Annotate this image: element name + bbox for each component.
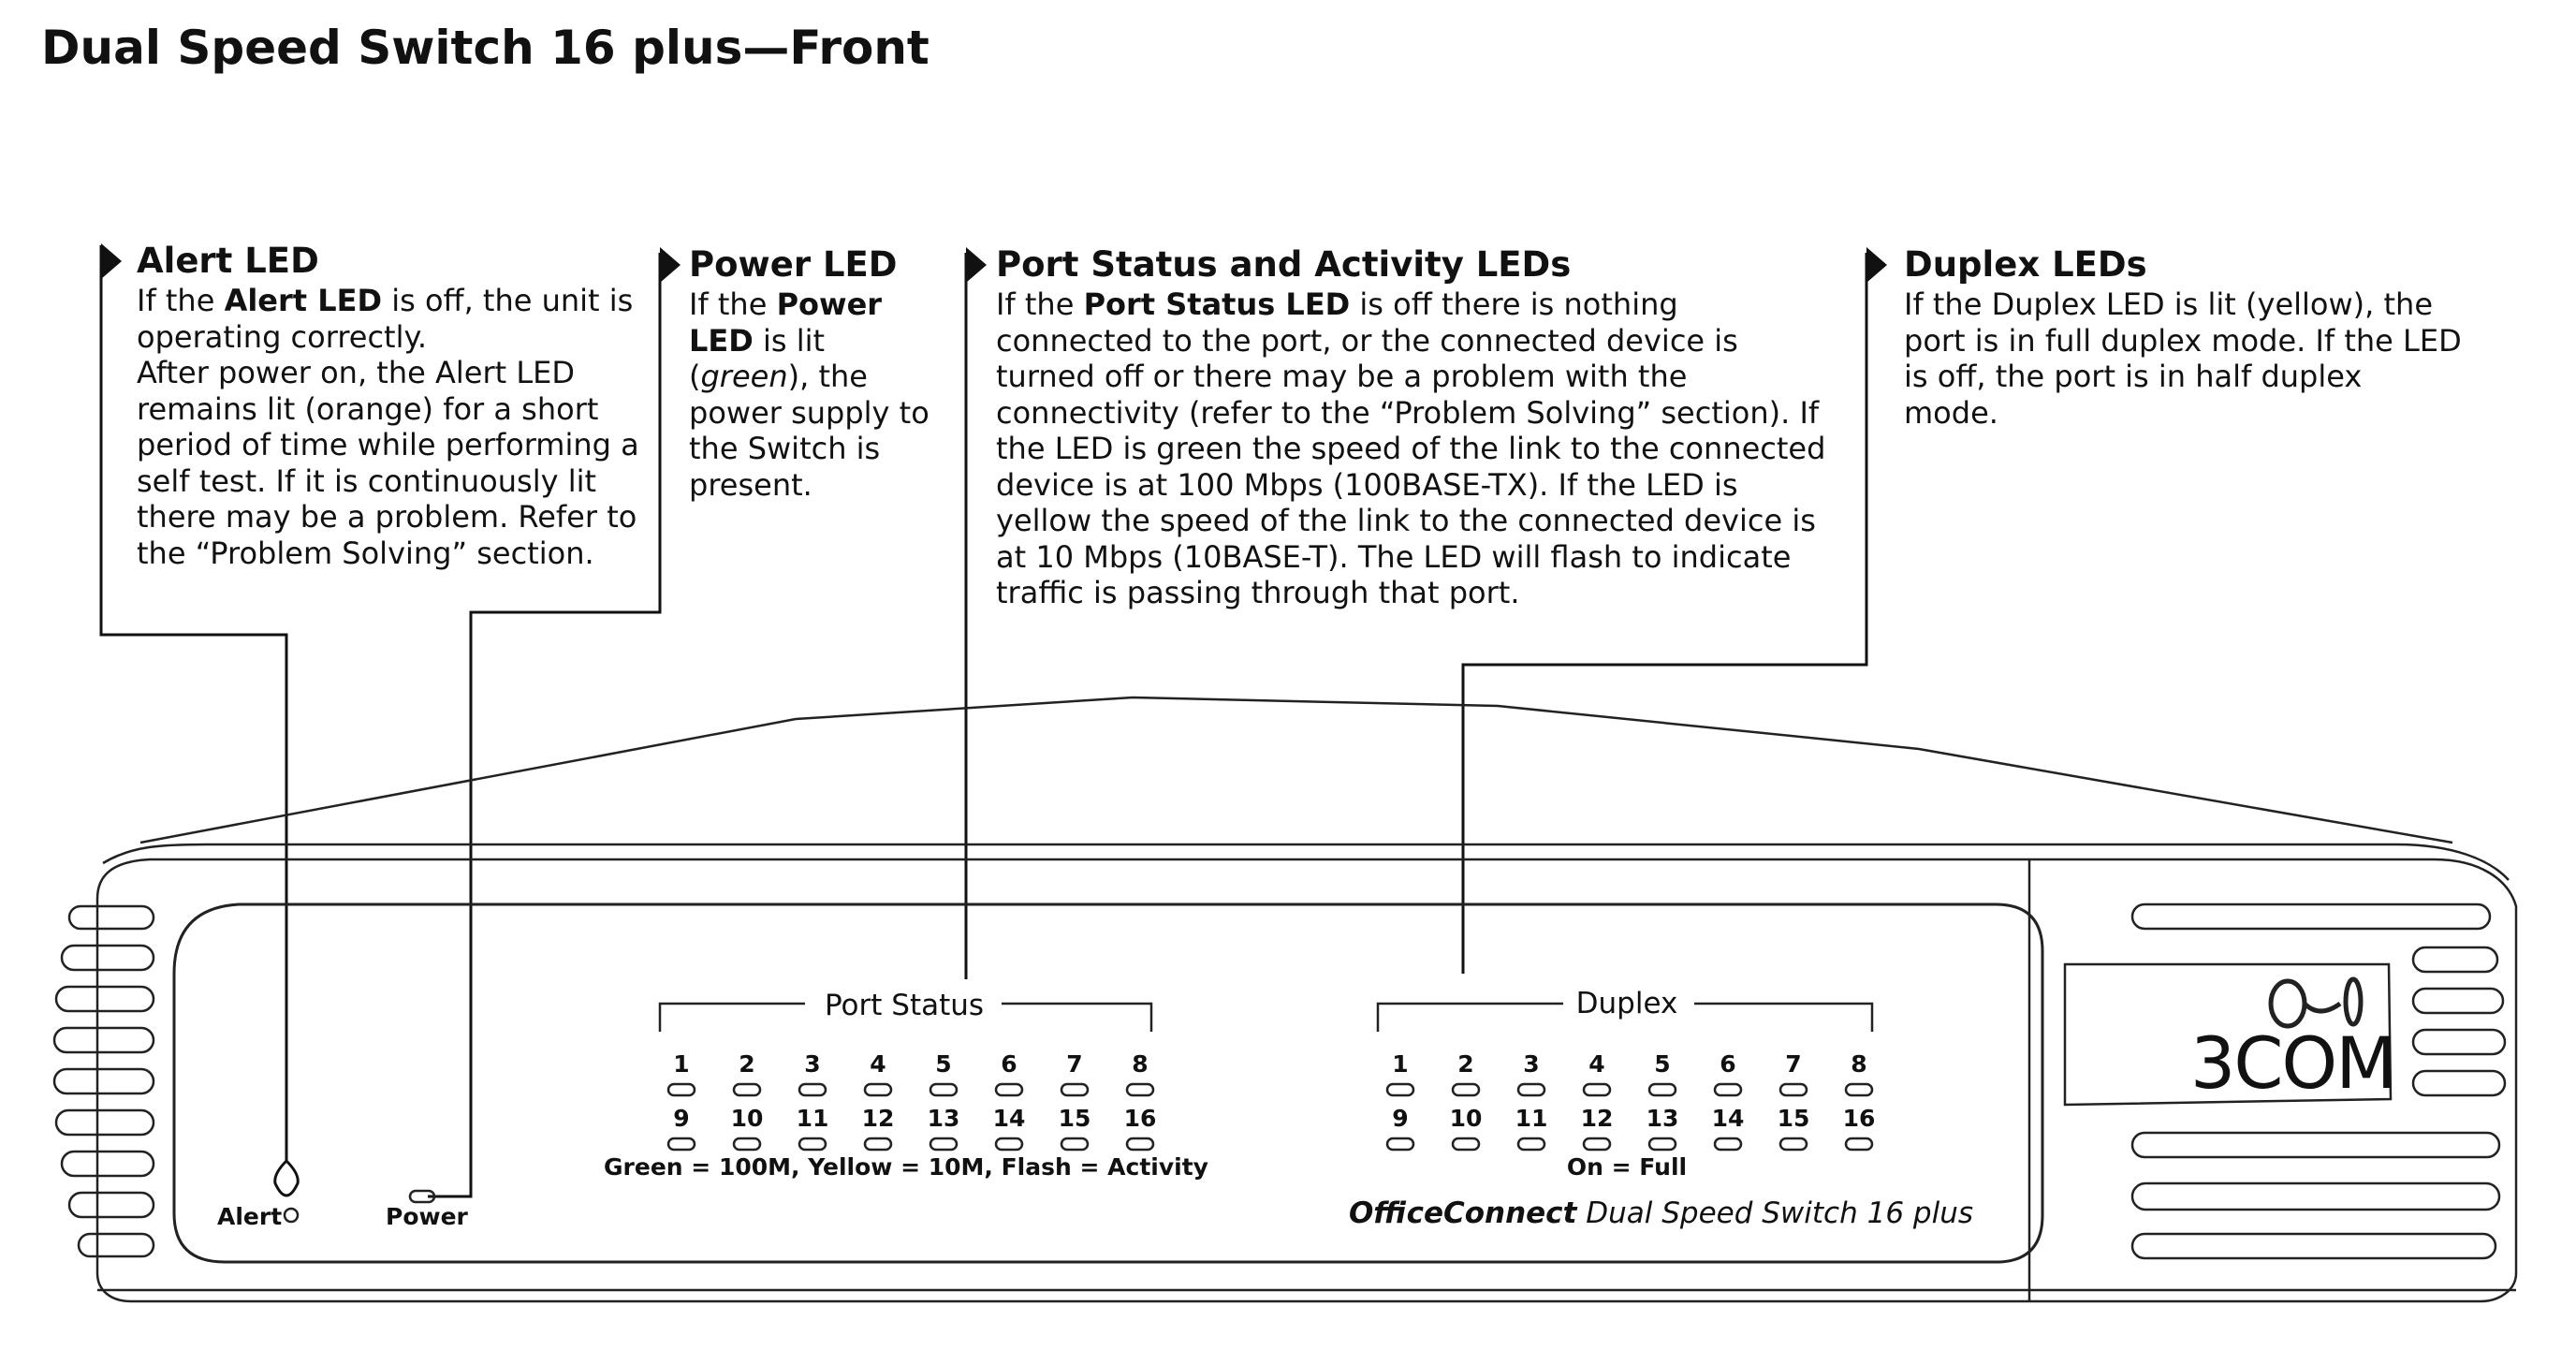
duplex-led-13 (1649, 1138, 1676, 1150)
left-vent-9 (79, 1234, 154, 1256)
chassis-top-outline (140, 697, 2452, 843)
port-status-led-4 (865, 1084, 891, 1095)
product-name-label: OfficeConnect Dual Speed Switch 16 plus (1348, 1196, 1973, 1230)
duplex-led-10 (1453, 1138, 1479, 1150)
port-status-led-10 (734, 1138, 760, 1150)
port-status-led-6 (996, 1084, 1022, 1095)
duplex-port-number-14: 14 (1711, 1105, 1745, 1132)
page-title: Dual Speed Switch 16 plus—Front (41, 21, 929, 75)
port-status-led-15 (1061, 1138, 1088, 1150)
brand-logo (2065, 964, 2395, 1105)
left-vent-1 (69, 906, 154, 929)
duplex-port-number-11: 11 (1515, 1105, 1548, 1132)
duplex-led-11 (1518, 1138, 1544, 1150)
left-vent-8 (69, 1193, 154, 1217)
right-bottom-vent-2 (2132, 1183, 2499, 1210)
left-vent-3 (56, 987, 154, 1011)
duplex-led-5 (1649, 1084, 1676, 1095)
port-status-port-number-9: 9 (673, 1105, 690, 1132)
port-status-port-number-12: 12 (861, 1105, 895, 1132)
duplex-port-number-5: 5 (1654, 1050, 1671, 1078)
port-status-port-number-11: 11 (796, 1105, 829, 1132)
port-status-legend: Green = 100M, Yellow = 10M, Flash = Activity (604, 1153, 1208, 1181)
port-status-led-7 (1061, 1084, 1088, 1095)
duplex-port-number-1: 1 (1392, 1050, 1409, 1078)
alert-led-heading: Alert LED (137, 241, 319, 281)
alert-indicator (217, 1161, 298, 1230)
duplex-led-8 (1846, 1084, 1872, 1095)
right-bottom-vent-3 (2132, 1234, 2496, 1258)
port-status-led-2 (734, 1084, 760, 1095)
left-vent-2 (62, 946, 154, 970)
alert-led (285, 1209, 298, 1222)
left-vent-5 (54, 1069, 154, 1093)
port-status-led-8 (1127, 1084, 1153, 1095)
port-status-led-1 (668, 1084, 695, 1095)
duplex-led-16 (1846, 1138, 1872, 1150)
port-status-led-11 (799, 1138, 826, 1150)
duplex-leds-heading: Duplex LEDs (1904, 244, 2147, 285)
duplex-port-number-9: 9 (1392, 1105, 1409, 1132)
port-status-led-3 (799, 1084, 826, 1095)
left-vent-7 (62, 1152, 154, 1176)
alert-led-detail: After power on, the Alert LED remains lit (orange) for a short period of time while performing a self test. If it is continuously lit there may be a problem. Refer to the “Problem Solving” section. (137, 355, 639, 571)
port-status-led-9 (668, 1138, 695, 1150)
duplex-led-4 (1584, 1084, 1610, 1095)
duplex-led-15 (1780, 1138, 1807, 1150)
duplex-led-7 (1780, 1084, 1807, 1095)
port-status-port-number-13: 13 (927, 1105, 960, 1132)
duplex-port-number-13: 13 (1646, 1105, 1679, 1132)
port-status-led-14 (996, 1138, 1022, 1150)
right-top-vent-4 (2413, 1030, 2505, 1054)
port-status-port-number-4: 4 (870, 1050, 886, 1078)
duplex-led-9 (1387, 1138, 1413, 1150)
duplex-port-number-7: 7 (1785, 1050, 1802, 1078)
port-status-port-number-15: 15 (1058, 1105, 1091, 1132)
left-vent-4 (54, 1028, 154, 1052)
port-status-port-number-1: 1 (673, 1050, 690, 1078)
duplex-port-number-3: 3 (1523, 1050, 1540, 1078)
port-status-label: Port Status (824, 989, 985, 1022)
port-status-port-number-7: 7 (1066, 1050, 1083, 1078)
duplex-legend: On = Full (1566, 1153, 1688, 1181)
duplex-led-2 (1453, 1084, 1479, 1095)
duplex-led-group (1387, 1050, 1875, 1150)
power-led-description: If the Power LED is lit (green), the power supply to the Switch is present. (689, 286, 929, 503)
alert-indicator-pointer (275, 1161, 299, 1196)
duplex-port-number-8: 8 (1851, 1050, 1867, 1078)
port-status-description: If the Port Status LED is off there is nothing connected to the port, or the connected device is turned off or there may be a problem with the connectivity (refer to the “Problem Solving” section). If the LED is green the speed of the link to the connected device is at 100 Mbps (100BASE-TX). If the LED is yellow the speed of the link to the connected device is at 10 Mbps (10BASE-T). The LED will flash to indicate traffic is passing through that port. (996, 286, 1826, 610)
right-top-vent-3 (2413, 989, 2503, 1013)
duplex-leds-description: If the Duplex LED is lit (yellow), the port is in full duplex mode. If the LED is off, the port is in half duplex mode. (1904, 286, 2462, 431)
port-status-port-number-6: 6 (1001, 1050, 1017, 1078)
duplex-led-6 (1715, 1084, 1741, 1095)
left-vent-6 (56, 1110, 154, 1135)
duplex-port-number-6: 6 (1720, 1050, 1736, 1078)
right-top-vent-2 (2413, 947, 2497, 972)
port-status-port-number-3: 3 (804, 1050, 821, 1078)
duplex-port-number-16: 16 (1842, 1105, 1876, 1132)
duplex-led-1 (1387, 1084, 1413, 1095)
alert-label: Alert (217, 1203, 283, 1230)
duplex-label: Duplex (1575, 987, 1678, 1020)
duplex-port-number-2: 2 (1457, 1050, 1474, 1078)
duplex-led-12 (1584, 1138, 1610, 1150)
power-label: Power (386, 1203, 468, 1230)
duplex-led-3 (1518, 1084, 1544, 1095)
duplex-port-number-4: 4 (1588, 1050, 1605, 1078)
logo-text: 3COM (2190, 1021, 2395, 1105)
chassis-top-edge (103, 844, 2509, 880)
duplex-leader-line (1463, 253, 1866, 974)
port-status-port-number-2: 2 (739, 1050, 755, 1078)
port-status-heading: Port Status and Activity LEDs (996, 244, 1572, 285)
duplex-port-number-12: 12 (1580, 1105, 1614, 1132)
port-status-led-13 (930, 1138, 957, 1150)
3com-swirl-icon (2271, 979, 2361, 1026)
port-status-port-number-16: 16 (1123, 1105, 1157, 1132)
right-top-vent-5 (2413, 1071, 2505, 1095)
port-status-led-16 (1127, 1138, 1153, 1150)
right-bottom-vent-1 (2132, 1133, 2499, 1157)
duplex-led-14 (1715, 1138, 1741, 1150)
duplex-port-number-15: 15 (1777, 1105, 1810, 1132)
power-led-heading: Power LED (689, 244, 898, 285)
power-leader-line (428, 253, 660, 1196)
port-status-port-number-8: 8 (1132, 1050, 1149, 1078)
port-status-port-number-14: 14 (992, 1105, 1026, 1132)
duplex-port-number-10: 10 (1449, 1105, 1483, 1132)
port-status-led-12 (865, 1138, 891, 1150)
port-status-port-number-5: 5 (935, 1050, 952, 1078)
port-status-port-number-10: 10 (730, 1105, 764, 1132)
right-top-vent-1 (2132, 904, 2490, 929)
alert-led-description: If the Alert LED is off, the unit is operating correctly. (137, 283, 634, 355)
port-status-led-group (668, 1050, 1156, 1150)
port-status-led-5 (930, 1084, 957, 1095)
